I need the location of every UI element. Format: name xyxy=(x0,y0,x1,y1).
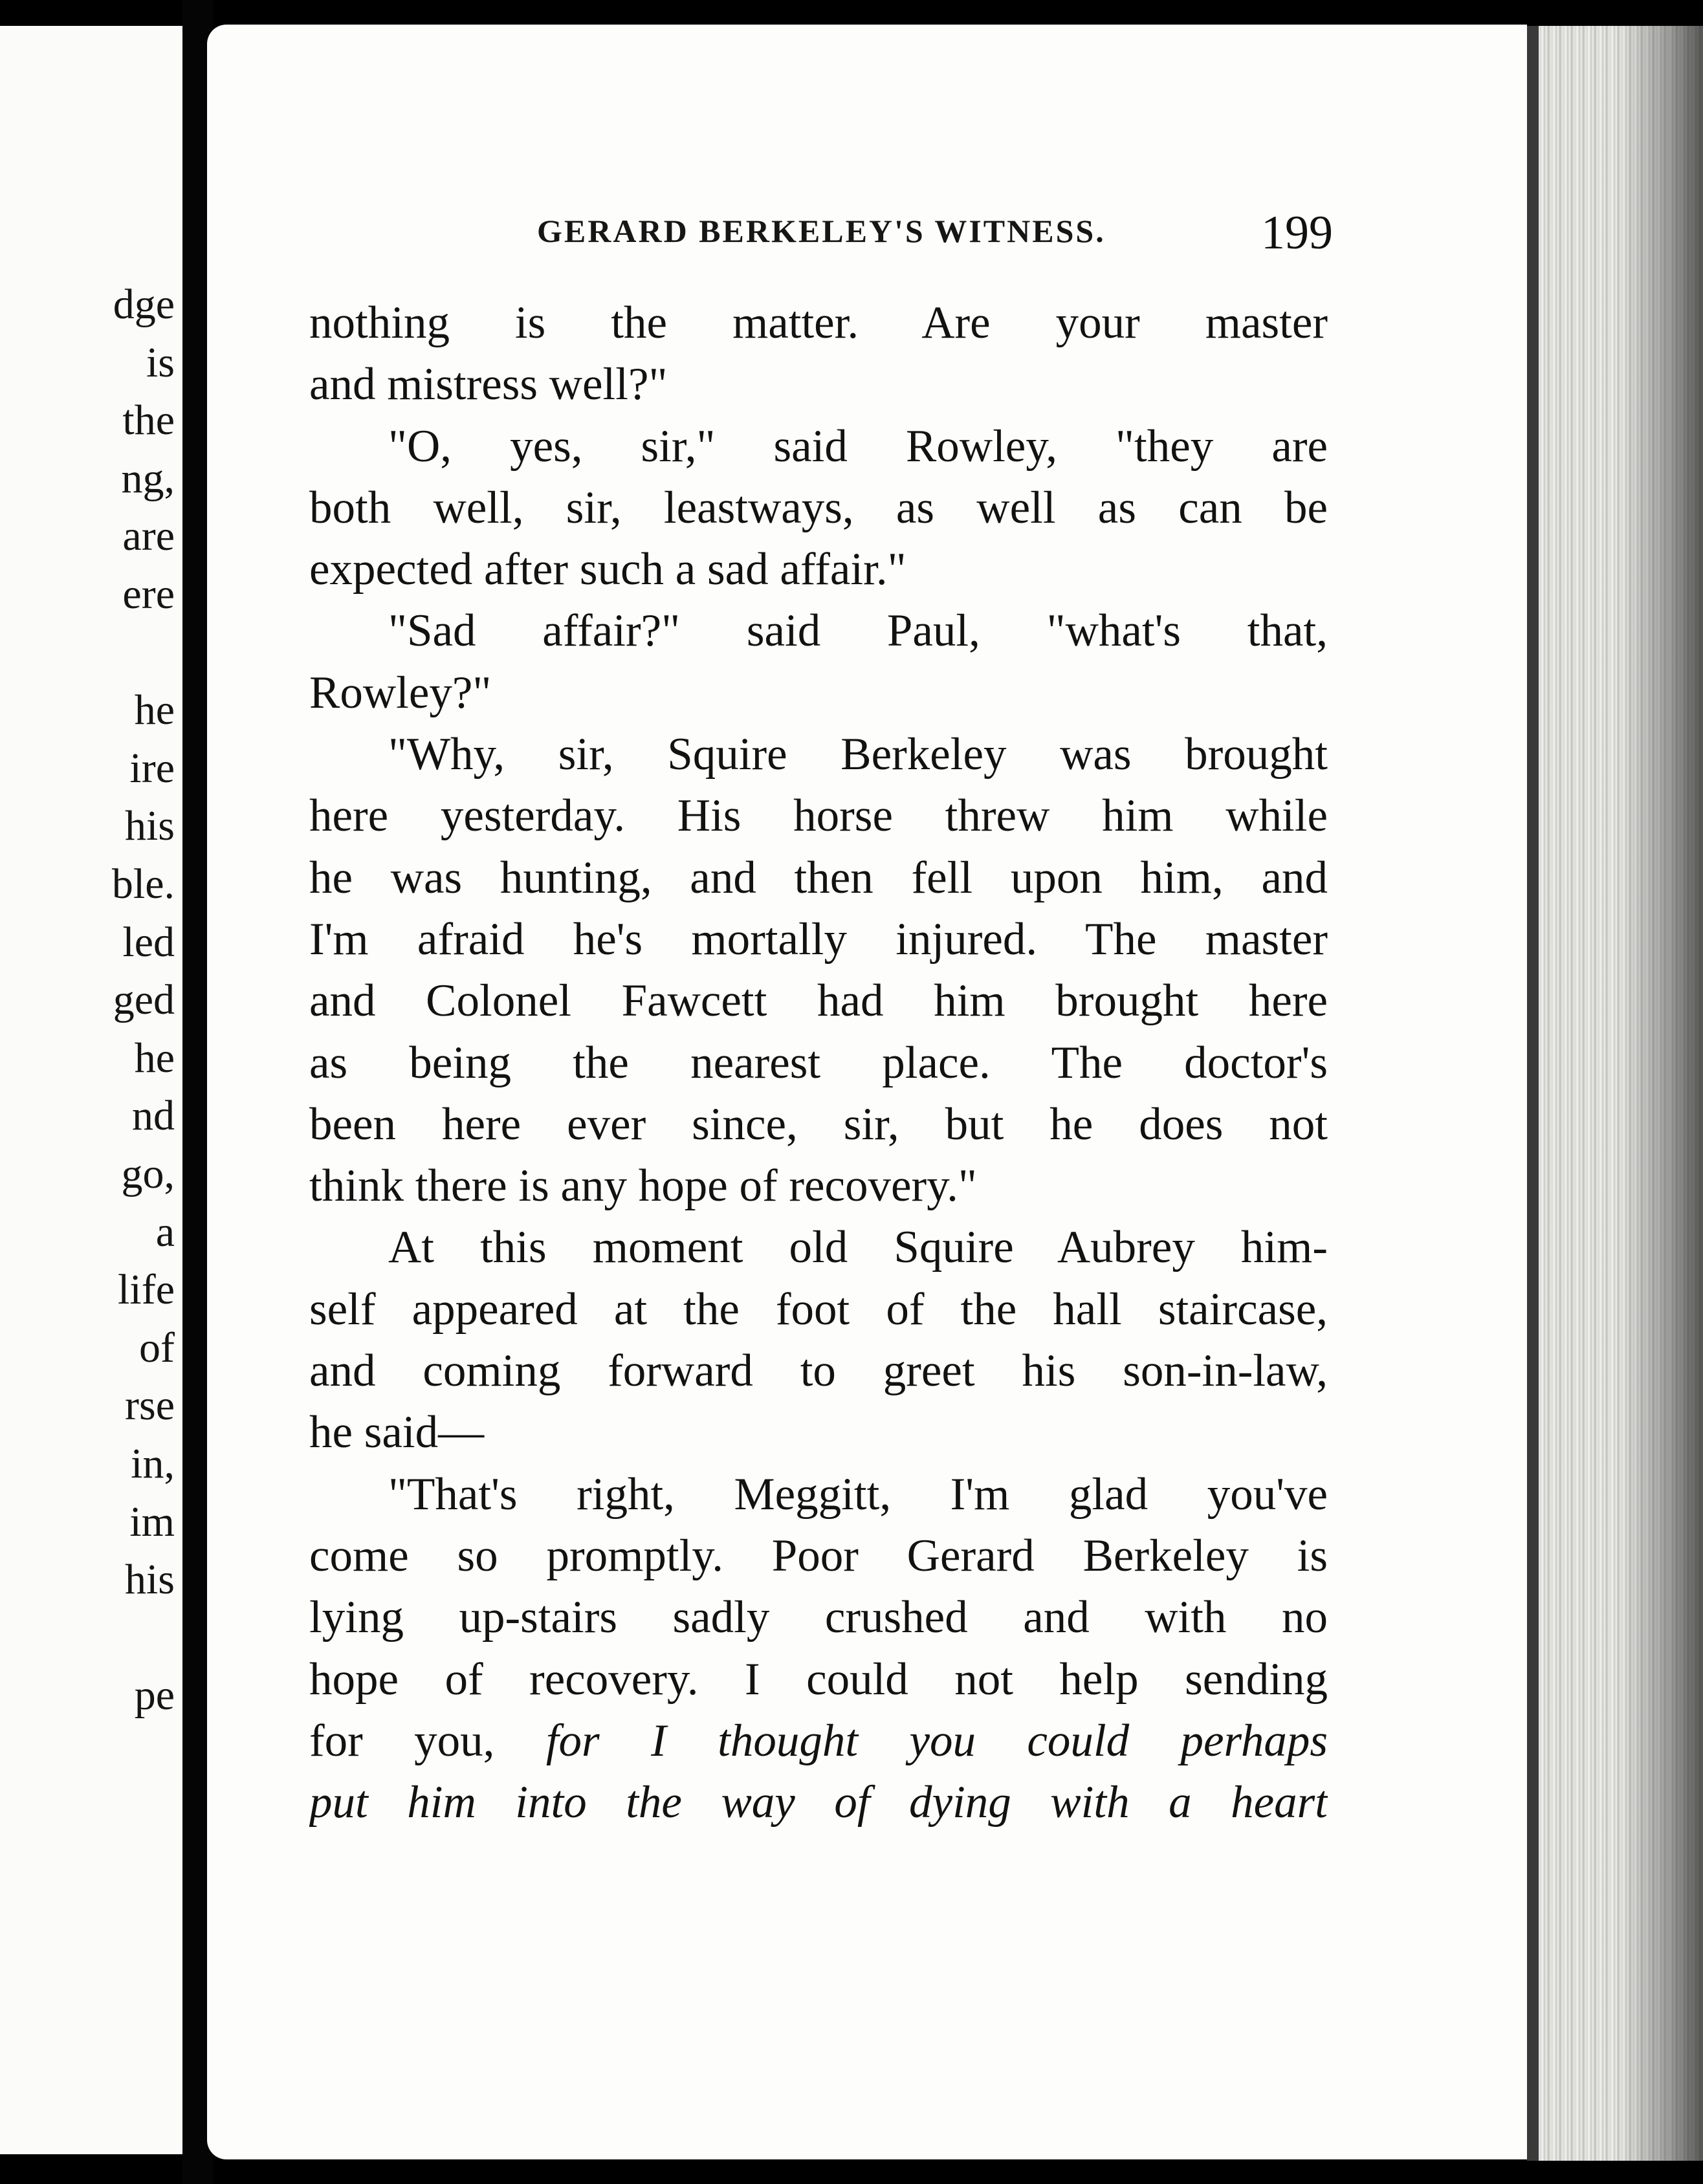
running-title: GERARD BERKELEY'S WITNESS. xyxy=(537,213,1106,249)
text-line: "O, yes, sir," said Rowley, "they are xyxy=(388,420,1328,472)
text-line: "Sad affair?" said Paul, "what's that, xyxy=(388,606,1328,657)
left-page-fragment: his xyxy=(124,802,175,850)
left-page-fragment: he xyxy=(134,686,175,734)
page-edge-shading xyxy=(1619,26,1703,2161)
text-line: and coming forward to greet his son-in-law, xyxy=(309,1346,1328,1397)
left-page-fragment: he xyxy=(134,1034,175,1082)
text-line: and Colonel Fawcett had him brought here xyxy=(309,976,1328,1027)
text-line: he said— xyxy=(309,1407,485,1458)
text-line: nothing is the matter. Are your master xyxy=(309,298,1328,348)
text-line: think there is any hope of recovery." xyxy=(309,1161,977,1212)
left-page-fragment: nd xyxy=(132,1092,175,1140)
left-page-fragment: go, xyxy=(121,1150,175,1197)
text-line: hope of recovery. I could not help sending xyxy=(309,1654,1328,1705)
text-line: he was hunting, and then fell upon him, and xyxy=(309,852,1328,903)
text-line: "Why, sir, Squire Berkeley was brought xyxy=(388,729,1328,780)
left-page-fragment: ble. xyxy=(111,860,175,908)
text-italic: put him into the way of dying with a heart xyxy=(309,1777,1328,1828)
left-page-fragment: of xyxy=(139,1324,175,1371)
text-line: I'm afraid he's mortally injured. The master xyxy=(309,913,1328,965)
text-line: as being the nearest place. The doctor's xyxy=(309,1037,1328,1088)
left-page-fragment: rse xyxy=(125,1382,175,1430)
text-line: lying up-stairs sadly crushed and with no xyxy=(309,1592,1328,1643)
left-page-fragment: life xyxy=(118,1266,175,1314)
text-line: both well, sir, leastways, as well as can be xyxy=(309,482,1328,533)
text-italic: for I thought you could perhaps xyxy=(545,1715,1328,1766)
text-line: At this moment old Squire Aubrey him- xyxy=(388,1222,1328,1273)
text-line: here yesterday. His horse threw him while xyxy=(309,791,1328,842)
left-page-fragment: dge xyxy=(113,281,175,328)
page-edge-shadow xyxy=(1527,26,1539,2161)
left-page-fragment: are xyxy=(122,512,175,560)
left-page-fragment: ng, xyxy=(121,454,175,502)
text-line: been here ever since, sir, but he does not xyxy=(309,1098,1328,1150)
left-page-fragment: is xyxy=(146,338,175,386)
left-page-fragment: ere xyxy=(122,571,175,618)
left-page-fragment: his xyxy=(124,1556,175,1604)
text-line: Rowley?" xyxy=(309,667,492,718)
text-line: "That's right, Meggitt, I'm glad you've xyxy=(388,1469,1328,1520)
left-page-fragment: ire xyxy=(129,744,175,792)
left-page-fragment: led xyxy=(122,918,175,966)
left-page-fragment: im xyxy=(129,1498,175,1545)
text-line: expected after such a sad affair." xyxy=(309,544,906,595)
text-line: self appeared at the foot of the hall staircase, xyxy=(309,1283,1328,1335)
body-text xyxy=(309,292,1328,1833)
text-line: come so promptly. Poor Gerard Berkeley is xyxy=(309,1530,1328,1581)
left-page-fragment: a xyxy=(155,1208,175,1256)
text-line-mixed xyxy=(309,1710,1328,1772)
left-page xyxy=(0,26,182,2154)
left-page-fragment: ged xyxy=(113,976,175,1024)
page-edges xyxy=(1527,26,1703,2161)
page-number: 199 xyxy=(1261,206,1333,259)
page-header xyxy=(537,206,1333,264)
text-roman: for you, xyxy=(309,1715,546,1766)
left-page-fragment: the xyxy=(122,397,175,444)
left-page-fragment: pe xyxy=(134,1672,175,1720)
text-line: and mistress well?" xyxy=(309,359,668,410)
left-page-fragment: in, xyxy=(131,1440,175,1487)
text-line-final xyxy=(309,1772,1328,1833)
